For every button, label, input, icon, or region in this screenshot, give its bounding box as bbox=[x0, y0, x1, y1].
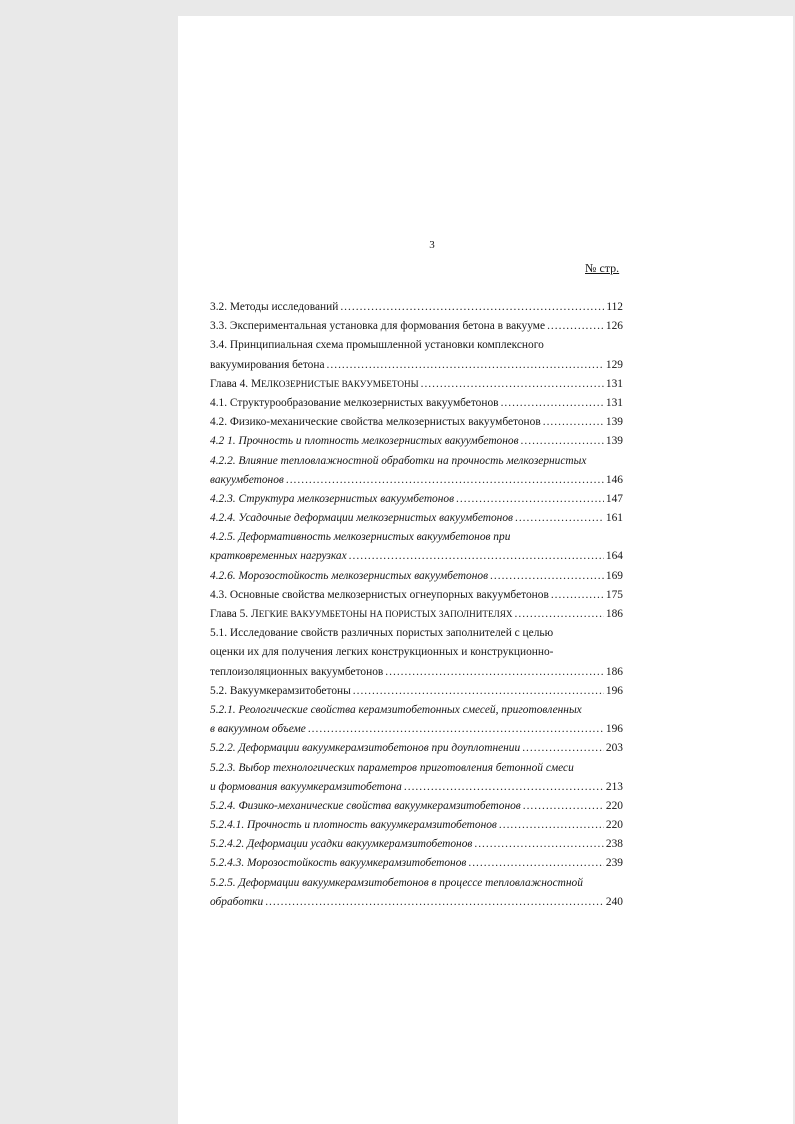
dot-leader bbox=[308, 720, 604, 739]
toc-chapter-prefix: Глава 5. Л bbox=[210, 608, 259, 620]
toc-entry-line bbox=[210, 682, 623, 701]
dot-leader bbox=[515, 509, 604, 528]
toc-entry-text: 4.3. Основные свойства мелкозернистых огнеупорных вакуумбетонов bbox=[210, 588, 549, 601]
page-number: 3 bbox=[429, 239, 435, 251]
dot-leader bbox=[349, 547, 604, 566]
toc-chapter-title-rest: ЕГКИЕ ВАКУУМБЕТОНЫ НА ПОРИСТЫХ ЗАПОЛНИТЕЛЯХ bbox=[258, 609, 513, 619]
toc-entry bbox=[210, 586, 623, 605]
toc-entry bbox=[210, 509, 623, 528]
toc-entry bbox=[210, 394, 623, 413]
toc-entry-text: 4.1. Структурообразование мелкозернистых вакуумбетонов bbox=[210, 396, 499, 409]
toc-chapter-entry bbox=[210, 605, 623, 624]
toc-entry bbox=[210, 854, 623, 873]
toc-entry-line bbox=[210, 567, 623, 586]
toc-entry-line bbox=[210, 586, 623, 605]
toc-entry bbox=[210, 452, 623, 490]
dot-leader bbox=[551, 586, 604, 605]
toc-entry-text: 4.2.2. Влияние тепловлажностной обработки на прочность мелкозернистых bbox=[210, 454, 587, 467]
toc-entry bbox=[210, 797, 623, 816]
toc-entry-line bbox=[210, 394, 623, 413]
toc-entry-text: 5.2.1. Реологические свойства керамзитобетонных смесей, приготовленных bbox=[210, 703, 582, 716]
toc-entry-line bbox=[210, 471, 623, 490]
toc-entry-text: кратковременных нагрузках bbox=[210, 550, 347, 563]
toc-page-number: 139 bbox=[605, 435, 623, 448]
toc-entry-line bbox=[210, 739, 623, 758]
toc-page-number: 161 bbox=[605, 512, 623, 525]
dot-leader bbox=[543, 413, 604, 432]
toc-entry-text: 5.2.4.2. Деформации усадки вакуумкерамзитобетонов bbox=[210, 838, 473, 851]
table-of-contents bbox=[210, 298, 623, 912]
dot-leader bbox=[468, 854, 604, 873]
toc-entry bbox=[210, 739, 623, 758]
toc-page-number: 175 bbox=[605, 588, 623, 601]
page-column-header: № стр. bbox=[585, 261, 620, 275]
toc-entry-text: 3.3. Экспериментальная установка для формования бетона в вакууме bbox=[210, 320, 546, 333]
toc-entry bbox=[210, 624, 623, 682]
toc-entry-line bbox=[210, 643, 623, 662]
toc-chapter-title bbox=[210, 375, 419, 394]
toc-entry-line bbox=[210, 298, 623, 317]
dot-leader bbox=[490, 567, 604, 586]
toc-entry-text: 4.2.4. Усадочные деформации мелкозернистых вакуумбетонов bbox=[210, 512, 513, 525]
toc-entry-text: 4.2.3. Структура мелкозернистых вакуумбетонов bbox=[210, 492, 455, 505]
toc-entry-text: оценки их для получения легких конструкционных и конструкционно- bbox=[210, 646, 554, 659]
toc-entry-line bbox=[210, 413, 623, 432]
toc-entry-line bbox=[210, 547, 623, 566]
toc-entry bbox=[210, 298, 623, 317]
toc-entry-line bbox=[210, 701, 623, 720]
toc-page-number: 239 bbox=[605, 857, 623, 870]
toc-page-number: 238 bbox=[605, 838, 623, 851]
toc-entry-line bbox=[210, 835, 623, 854]
toc-entry-line bbox=[210, 605, 623, 624]
toc-entry bbox=[210, 567, 623, 586]
toc-page-number: 196 bbox=[605, 723, 623, 736]
toc-entry bbox=[210, 528, 623, 566]
dot-leader bbox=[327, 356, 604, 375]
dot-leader bbox=[499, 816, 604, 835]
dot-leader bbox=[521, 432, 604, 451]
dot-leader bbox=[353, 682, 604, 701]
toc-page-number: 240 bbox=[605, 895, 623, 908]
toc-page-number: 220 bbox=[605, 819, 623, 832]
toc-page-number: 164 bbox=[605, 550, 623, 563]
toc-entry-line bbox=[210, 797, 623, 816]
toc-entry-line bbox=[210, 778, 623, 797]
toc-entry bbox=[210, 490, 623, 509]
toc-entry-text: 5.2.4.3. Морозостойкость вакуумкерамзитобетонов bbox=[210, 857, 467, 870]
toc-entry-line bbox=[210, 452, 623, 471]
toc-entry-line bbox=[210, 720, 623, 739]
toc-page-number: 131 bbox=[605, 377, 623, 390]
toc-entry-text: обработки bbox=[210, 895, 264, 908]
toc-page-number: 126 bbox=[605, 320, 623, 333]
toc-chapter-title bbox=[210, 605, 513, 624]
toc-entry-text: теплоизоляционных вакуумбетонов bbox=[210, 665, 384, 678]
toc-entry bbox=[210, 682, 623, 701]
toc-page-number: 131 bbox=[605, 396, 623, 409]
toc-entry-line bbox=[210, 759, 623, 778]
toc-chapter-entry bbox=[210, 375, 623, 394]
toc-entry-line bbox=[210, 816, 623, 835]
toc-entry bbox=[210, 759, 623, 797]
dot-leader bbox=[404, 778, 604, 797]
toc-entry-text: 5.2.4.1. Прочность и плотность вакуумкерамзитобетонов bbox=[210, 819, 497, 832]
toc-page-number: 186 bbox=[605, 608, 623, 620]
dot-leader bbox=[286, 471, 604, 490]
toc-entry-line bbox=[210, 874, 623, 893]
toc-page-number: 147 bbox=[605, 492, 623, 505]
toc-entry-text: вакуумбетонов bbox=[210, 473, 284, 486]
toc-entry-text: 5.2.5. Деформации вакуумкерамзитобетонов в процессе тепловлажностной bbox=[210, 876, 583, 889]
dot-leader bbox=[385, 663, 604, 682]
dot-leader bbox=[456, 490, 604, 509]
toc-page-number: 169 bbox=[605, 569, 623, 582]
dot-leader bbox=[547, 317, 604, 336]
toc-entry-line bbox=[210, 356, 623, 375]
toc-entry-text: 4.2. Физико-механические свойства мелкозернистых вакуумбетонов bbox=[210, 416, 541, 429]
toc-entry-text: 5.2.2. Деформации вакуумкерамзитобетонов при доуплотнении bbox=[210, 742, 521, 755]
toc-entry bbox=[210, 413, 623, 432]
toc-entry-line bbox=[210, 528, 623, 547]
toc-entry-text: в вакуумном объеме bbox=[210, 723, 306, 736]
toc-entry-text: 5.2. Вакуумкерамзитобетоны bbox=[210, 684, 351, 697]
dot-leader bbox=[474, 835, 604, 854]
toc-entry bbox=[210, 317, 623, 336]
toc-entry-text: и формования вакуумкерамзитобетона bbox=[210, 780, 402, 793]
toc-entry-line bbox=[210, 854, 623, 873]
toc-page-number: 196 bbox=[605, 684, 623, 697]
toc-entry-text: 3.2. Методы исследований bbox=[210, 301, 339, 313]
toc-entry-line bbox=[210, 509, 623, 528]
toc-page-number: 129 bbox=[605, 358, 623, 371]
toc-chapter-prefix: Глава 4. М bbox=[210, 377, 262, 390]
toc-page-number: 112 bbox=[606, 301, 623, 313]
dot-leader bbox=[522, 739, 604, 758]
toc-entry bbox=[210, 874, 623, 912]
toc-entry-text: вакуумирования бетона bbox=[210, 358, 325, 371]
dot-leader bbox=[515, 605, 604, 624]
dot-leader bbox=[501, 394, 604, 413]
toc-page-number: 203 bbox=[605, 742, 623, 755]
toc-entry-line bbox=[210, 663, 623, 682]
toc-entry-text: 4.2 1. Прочность и плотность мелкозернистых вакуумбетонов bbox=[210, 435, 519, 448]
toc-page-number: 146 bbox=[605, 473, 623, 486]
toc-entry-line bbox=[210, 490, 623, 509]
toc-entry bbox=[210, 336, 623, 374]
toc-page-number: 213 bbox=[605, 780, 623, 793]
toc-entry-line bbox=[210, 624, 623, 643]
dot-leader bbox=[265, 893, 604, 912]
dot-leader bbox=[340, 298, 604, 317]
toc-entry bbox=[210, 835, 623, 854]
toc-entry-line bbox=[210, 375, 623, 394]
toc-page-number: 186 bbox=[605, 665, 623, 678]
toc-entry-text: 4.2.5. Деформативность мелкозернистых вакуумбетонов при bbox=[210, 531, 511, 544]
toc-page-number: 220 bbox=[605, 799, 623, 812]
toc-entry-text: 5.2.4. Физико-механические свойства вакуумкерамзитобетонов bbox=[210, 799, 521, 812]
toc-page-number: 139 bbox=[605, 416, 623, 429]
toc-entry-text: 3.4. Принципиальная схема промышленной установки комплексного bbox=[210, 339, 544, 352]
toc-entry-text: 5.1. Исследование свойств различных пористых заполнителей с целью bbox=[210, 627, 554, 640]
toc-entry bbox=[210, 432, 623, 451]
toc-entry bbox=[210, 816, 623, 835]
toc-entry-line bbox=[210, 432, 623, 451]
toc-entry-line bbox=[210, 317, 623, 336]
toc-entry-text: 5.2.3. Выбор технологических параметров приготовления бетонной смеси bbox=[210, 761, 574, 774]
toc-entry-line bbox=[210, 893, 623, 912]
toc-entry-text: 4.2.6. Морозостойкость мелкозернистых вакуумбетонов bbox=[210, 569, 489, 582]
toc-entry-line bbox=[210, 336, 623, 355]
toc-entry bbox=[210, 701, 623, 739]
dot-leader bbox=[421, 375, 604, 394]
dot-leader bbox=[523, 797, 604, 816]
toc-chapter-title-rest: ЕЛКОЗЕРНИСТЫЕ ВАКУУМБЕТОНЫ bbox=[261, 378, 419, 389]
